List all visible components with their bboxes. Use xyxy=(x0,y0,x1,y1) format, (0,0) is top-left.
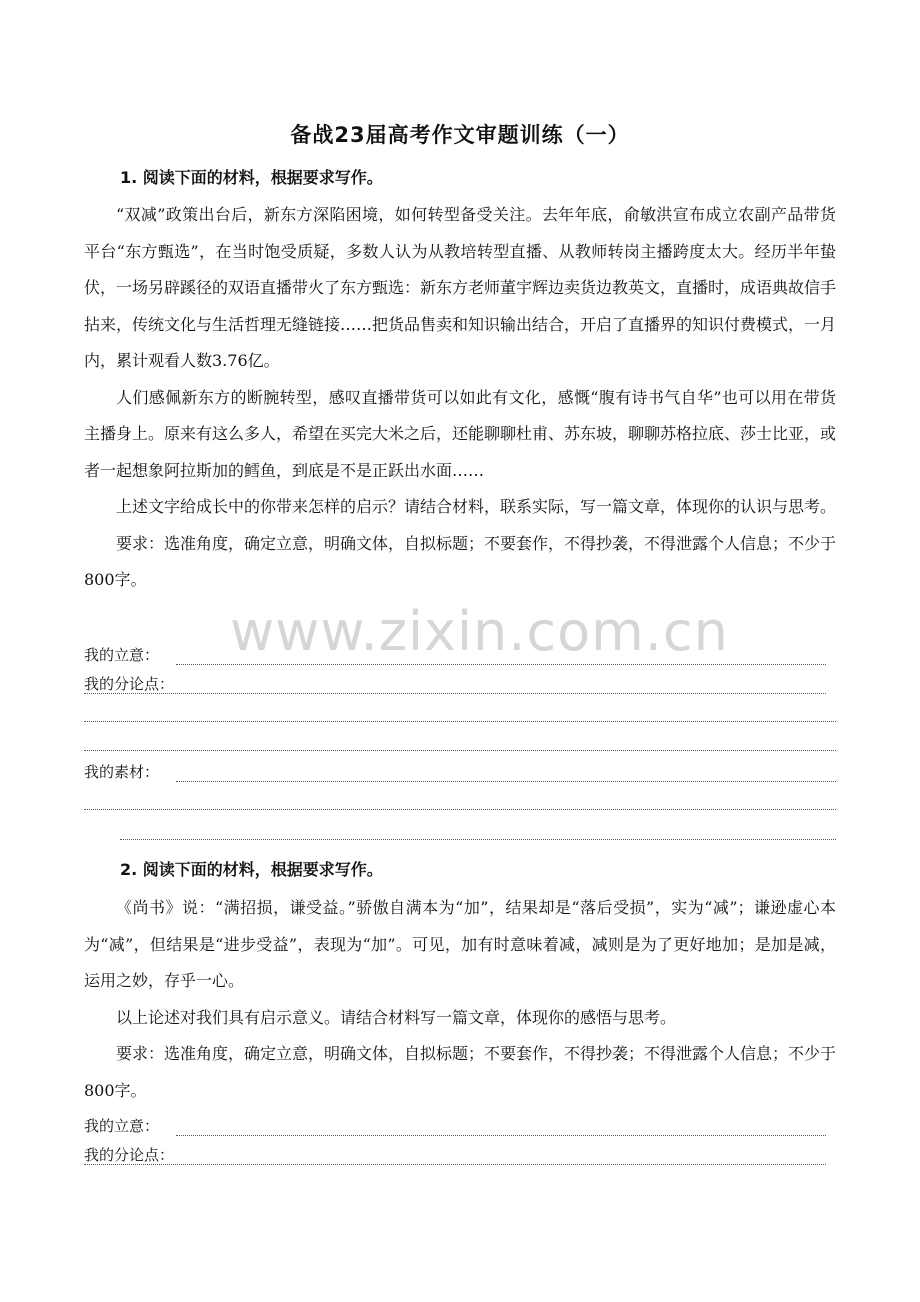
q1-idea-field[interactable] xyxy=(84,643,836,667)
q2-idea-line[interactable] xyxy=(176,1135,826,1136)
question-2-heading-wrap xyxy=(84,860,836,880)
blank-line[interactable] xyxy=(120,839,836,840)
q1-points-extra-line-2[interactable] xyxy=(84,729,836,753)
question-1-heading-wrap xyxy=(84,168,836,188)
question-1-paragraph: 上述文字给成长中的你带来怎样的启示？请结合材料，联系实际，写一篇文章，体现你的认识与思考。 xyxy=(116,497,837,516)
question-1-body xyxy=(84,197,836,599)
q1-points-field[interactable] xyxy=(84,672,836,696)
question-1-paragraph: “双减”政策出台后，新东方深陷困境，如何转型备受关注。去年年底，俞敏洪宣布成立农副产品带货平台“东方甄选”，在当时饱受质疑，多数人认为从教培转型直播、从教师转岗主播跨度太大。经历半年蛰伏，一场另辟蹊径的双语直播带火了东方甄选：新东方老师董宇辉边卖货边教英文，直播时，成语典故信手拈来，传统文化与生活哲理无缝链接……把货品售卖和知识输出结合，开启了直播界的知识付费模式，一月内，累计观看人数3.76亿。 xyxy=(84,205,837,370)
q1-points-label: 我的分论点： xyxy=(84,672,174,696)
question-1-heading: 1. 阅读下面的材料，根据要求写作。 xyxy=(120,168,383,187)
q2-idea-label: 我的立意： xyxy=(84,1114,159,1138)
blank-line[interactable] xyxy=(84,721,836,722)
q1-points-line[interactable] xyxy=(84,693,826,694)
question-2-paragraph: 以上论述对我们具有启示意义。请结合材料写一篇文章，体现你的感悟与思考。 xyxy=(116,1007,677,1027)
q1-idea-label: 我的立意： xyxy=(84,643,159,667)
q1-points-extra-line-1[interactable] xyxy=(84,700,836,724)
question-1-paragraph: 要求：选准角度，确定立意，明确文体，自拟标题；不要套作，不得抄袭，不得泄露个人信息；不少于800字。 xyxy=(84,533,837,589)
q1-material-line[interactable] xyxy=(176,781,836,782)
question-2-heading: 2. 阅读下面的材料，根据要求写作。 xyxy=(120,860,383,879)
question-2-body xyxy=(84,890,836,1109)
page-title: 备战23届高考作文审题训练（一） xyxy=(290,123,630,147)
q2-points-line[interactable] xyxy=(84,1164,826,1165)
question-1-paragraph: 人们感佩新东方的断腕转型，感叹直播带货可以如此有文化，感慨“腹有诗书气自华”也可以用在带货主播身上。原来有这么多人，希望在买完大米之后，还能聊聊杜甫、苏东坡，聊聊苏格拉底、莎士比亚，或者一起想象阿拉斯加的鳕鱼，到底是不是正跃出水面…… xyxy=(84,387,837,480)
q1-material-extra-line-2[interactable] xyxy=(84,818,836,842)
blank-line[interactable] xyxy=(84,750,836,751)
q1-material-extra-line-1[interactable] xyxy=(84,788,836,812)
q2-points-label: 我的分论点： xyxy=(84,1143,174,1167)
q2-points-field[interactable] xyxy=(84,1143,836,1167)
q1-idea-line[interactable] xyxy=(176,664,826,665)
q1-material-label: 我的素材： xyxy=(84,760,159,784)
q2-idea-field[interactable] xyxy=(84,1114,836,1138)
blank-line[interactable] xyxy=(84,809,836,810)
q1-material-field[interactable] xyxy=(84,760,836,784)
question-2-paragraph: 要求：选准角度，确定立意，明确文体，自拟标题；不要套作，不得抄袭；不得泄露个人信息；不少于800字。 xyxy=(84,1044,837,1100)
question-2-paragraph: 《尚书》说：“满招损，谦受益。”骄傲自满本为“加”，结果却是“落后受损”，实为“减”；谦逊虚心本为“减”，但结果是“进步受益”，表现为“加”。可见，加有时意味着减，减则是为了更好地加；是加是减，运用之妙，存乎一心。 xyxy=(84,898,836,990)
watermark: www.zixin.com.cn xyxy=(230,600,729,663)
